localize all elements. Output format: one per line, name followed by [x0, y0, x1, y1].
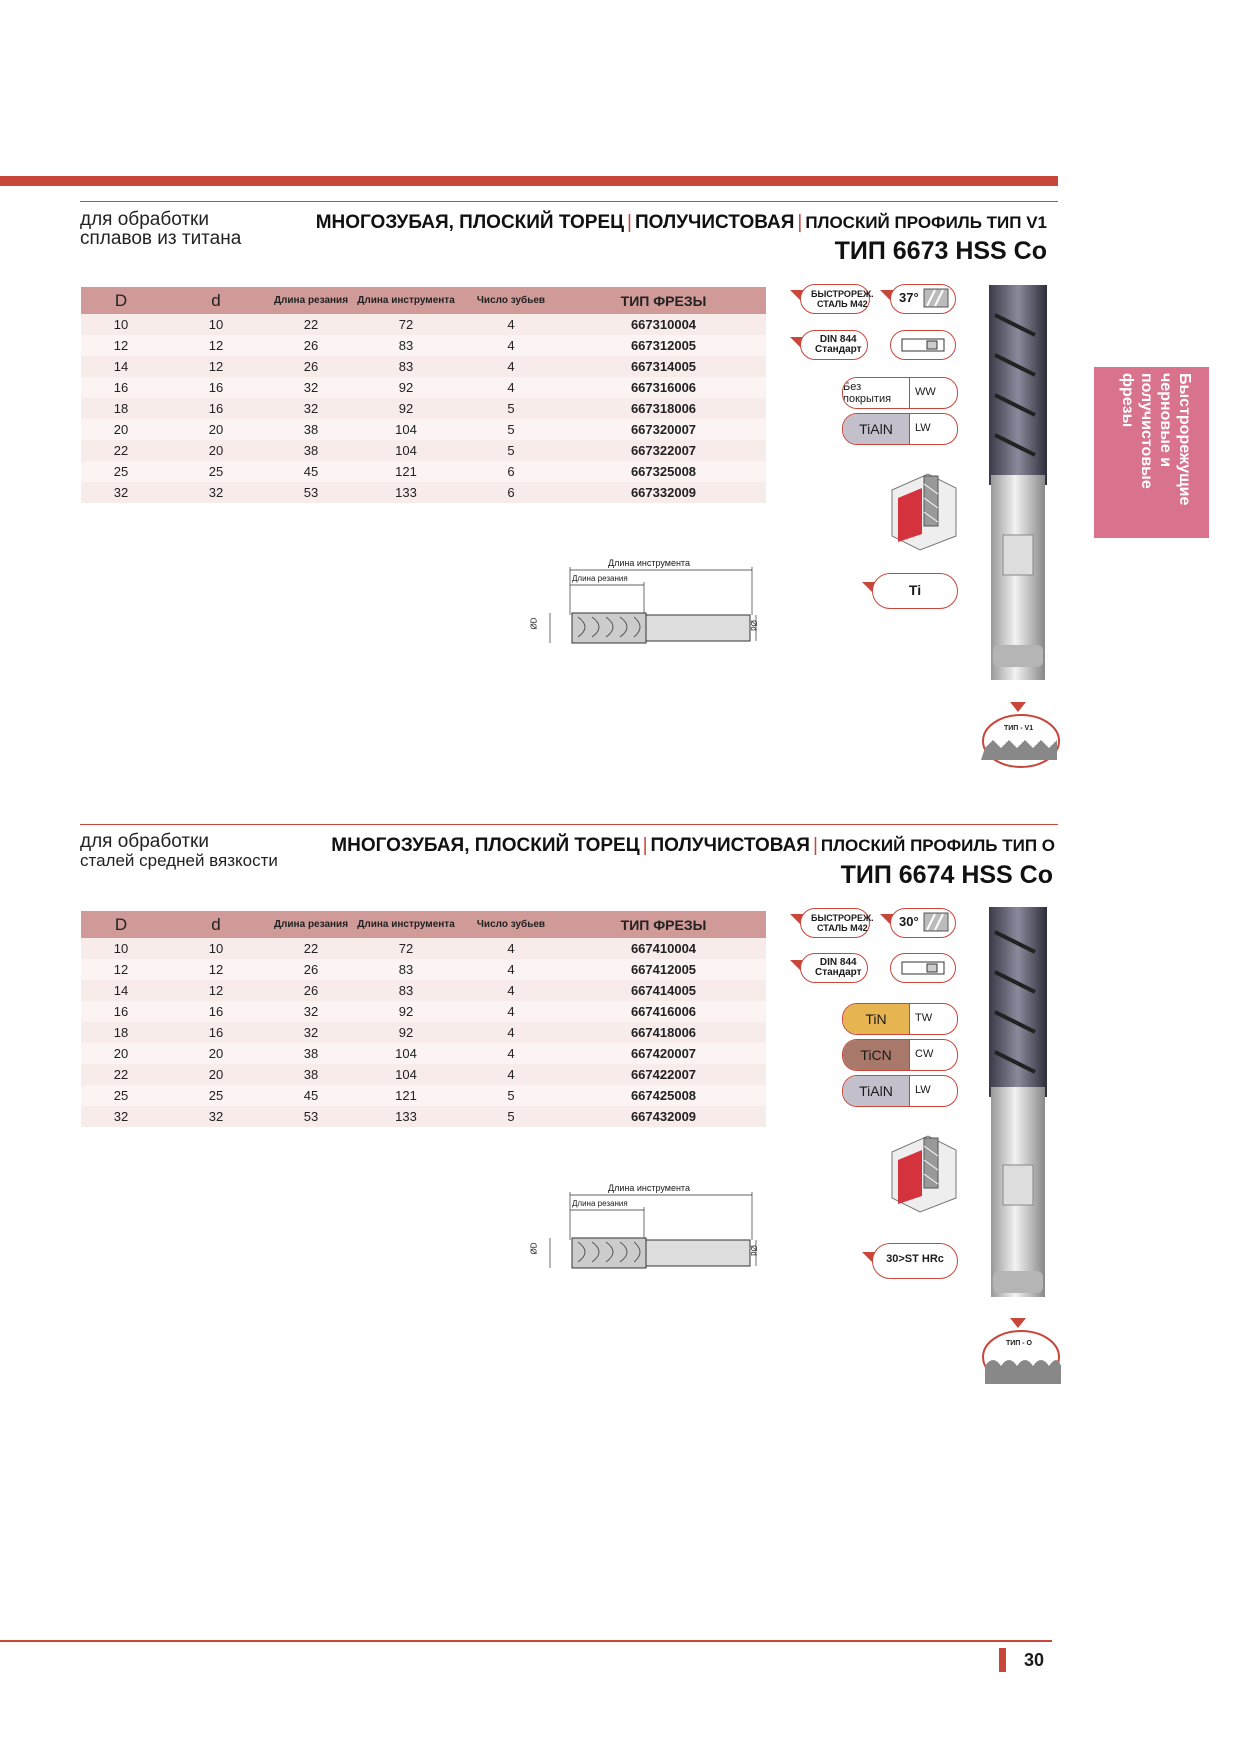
- table-cell: 104: [351, 440, 461, 461]
- table-cell: 72: [351, 314, 461, 335]
- col-header: Длина инструмента: [351, 911, 461, 938]
- helix-icon: [923, 288, 949, 308]
- table-cell: 72: [351, 938, 461, 959]
- table-cell: 16: [161, 1001, 271, 1022]
- table-cell: 26: [271, 335, 351, 356]
- helix-angle-badge: 37°: [890, 284, 956, 314]
- tool-code-cell: 667322007: [561, 440, 766, 461]
- table-cell: 12: [161, 980, 271, 1001]
- header-red-bar: [0, 176, 1058, 186]
- table-cell: 4: [461, 938, 561, 959]
- table-cell: 32: [81, 482, 161, 503]
- coating-pill: [842, 413, 958, 445]
- table-cell: 5: [461, 1106, 561, 1127]
- coating-pill: [842, 377, 958, 409]
- application-badge: 30>ST HRc: [872, 1243, 958, 1279]
- table-cell: 20: [161, 1043, 271, 1064]
- table-cell: 38: [271, 1043, 351, 1064]
- table-cell: 83: [351, 959, 461, 980]
- table-cell: 45: [271, 461, 351, 482]
- table-cell: 14: [81, 356, 161, 377]
- table-row: [81, 440, 766, 461]
- footer-line: [0, 1640, 1052, 1642]
- table-cell: 16: [81, 377, 161, 398]
- dim-label: ØD: [529, 1242, 539, 1255]
- coating-name: TiN: [843, 1004, 910, 1034]
- side-tab-line: фрезы: [1119, 373, 1136, 428]
- table-cell: 92: [351, 398, 461, 419]
- dim-label: Ød: [748, 1245, 758, 1256]
- section-title: МНОГОЗУБАЯ, ПЛОСКИЙ ТОРЕЦ | ПОЛУЧИСТОВАЯ | ПЛОСКИЙ ПРОФИЛЬ ТИП V1: [315, 212, 1047, 233]
- table-cell: 20: [161, 1064, 271, 1085]
- table-cell: 25: [161, 1085, 271, 1106]
- table-cell: 25: [81, 1085, 161, 1106]
- label-line: сталей средней вязкости: [80, 851, 278, 870]
- coating-code: CW: [915, 1048, 934, 1060]
- helix-angle-badge: 30°: [890, 908, 956, 938]
- machining-icon: [888, 1132, 960, 1214]
- application-badge: Ti: [872, 573, 958, 609]
- section-label: [80, 832, 278, 870]
- col-header: ТИП ФРЕЗЫ: [561, 287, 766, 314]
- tool-code-cell: 667314005: [561, 356, 766, 377]
- table-row: [81, 398, 766, 419]
- series-title: ТИП 6673 HSS Co: [834, 237, 1047, 265]
- coating-code: LW: [915, 422, 931, 434]
- section-divider: [80, 824, 1058, 825]
- table-cell: 4: [461, 980, 561, 1001]
- table-cell: 22: [81, 1064, 161, 1085]
- shank-icon: [901, 338, 945, 352]
- table-cell: 5: [461, 398, 561, 419]
- title-part: ПЛОСКИЙ ПРОФИЛЬ ТИП V1: [805, 213, 1047, 232]
- dim-label: Ød: [748, 620, 758, 631]
- page-number: 30: [1024, 1650, 1045, 1670]
- dim-label: Длина резания: [572, 1199, 628, 1208]
- table-row: [81, 938, 766, 959]
- table-cell: 20: [161, 440, 271, 461]
- table-cell: 32: [271, 377, 351, 398]
- table-cell: 4: [461, 1064, 561, 1085]
- title-part: ПОЛУЧИСТОВАЯ: [650, 835, 810, 856]
- table-cell: 4: [461, 1043, 561, 1064]
- table-cell: 6: [461, 461, 561, 482]
- table-cell: 133: [351, 482, 461, 503]
- table-cell: 32: [271, 1022, 351, 1043]
- coating-pill: [842, 1003, 958, 1035]
- section-title: МНОГОЗУБАЯ, ПЛОСКИЙ ТОРЕЦ | ПОЛУЧИСТОВАЯ | ПЛОСКИЙ ПРОФИЛЬ ТИП О: [331, 835, 1055, 856]
- table-cell: 45: [271, 1085, 351, 1106]
- profile-label: ТИП - О: [1006, 1340, 1033, 1347]
- table-row: [81, 980, 766, 1001]
- table-cell: 104: [351, 1064, 461, 1085]
- tool-code-cell: 667432009: [561, 1106, 766, 1127]
- table-cell: 18: [81, 1022, 161, 1043]
- table-row: [81, 1001, 766, 1022]
- table-cell: 38: [271, 1064, 351, 1085]
- table-cell: 26: [271, 980, 351, 1001]
- tool-code-cell: 667420007: [561, 1043, 766, 1064]
- profile-icon: [981, 1328, 1061, 1386]
- table-cell: 133: [351, 1106, 461, 1127]
- coating-name: TiCN: [843, 1040, 910, 1070]
- col-header: Длина резания: [271, 911, 351, 938]
- side-category-tab[interactable]: [1094, 367, 1209, 538]
- dim-label: Длина инструмента: [608, 1183, 690, 1193]
- table-cell: 6: [461, 482, 561, 503]
- table-cell: 5: [461, 440, 561, 461]
- table-cell: 32: [271, 398, 351, 419]
- table-cell: 53: [271, 482, 351, 503]
- col-header: D: [81, 287, 161, 314]
- arrow-mark-icon: [1010, 1318, 1026, 1328]
- table-row: [81, 335, 766, 356]
- tool-code-cell: 667332009: [561, 482, 766, 503]
- table-cell: 20: [81, 1043, 161, 1064]
- table-cell: 32: [161, 1106, 271, 1127]
- table-cell: 25: [161, 461, 271, 482]
- dimension-drawing: [520, 1180, 760, 1280]
- table-cell: 5: [461, 1085, 561, 1106]
- table-row: [81, 1043, 766, 1064]
- tool-code-cell: 667316006: [561, 377, 766, 398]
- table-row: [81, 1085, 766, 1106]
- table-row: [81, 1022, 766, 1043]
- dim-label: ØD: [529, 617, 539, 630]
- series-title: ТИП 6674 HSS Co: [840, 861, 1053, 889]
- label-line: для обработки: [80, 831, 209, 852]
- table-row: [81, 314, 766, 335]
- table-cell: 22: [271, 938, 351, 959]
- table-cell: 83: [351, 980, 461, 1001]
- table-cell: 4: [461, 1001, 561, 1022]
- end-mill-image: [981, 907, 1055, 1307]
- coating-name: Без покрытия: [843, 378, 910, 408]
- title-part: ПЛОСКИЙ ПРОФИЛЬ ТИП О: [820, 836, 1055, 855]
- table-cell: 121: [351, 1085, 461, 1106]
- tool-code-cell: 667422007: [561, 1064, 766, 1085]
- machining-icon: [888, 470, 960, 552]
- title-part: МНОГОЗУБАЯ, ПЛОСКИЙ ТОРЕЦ: [315, 212, 624, 233]
- section-label: [80, 210, 241, 248]
- table-row: [81, 377, 766, 398]
- col-header: Длина резания: [271, 287, 351, 314]
- side-tab-line: получистовые: [1138, 373, 1155, 489]
- table-row: [81, 461, 766, 482]
- standard-badge: DIN 844 Стандарт: [800, 330, 868, 360]
- spec-table: [81, 911, 766, 1127]
- tool-code-cell: 667318006: [561, 398, 766, 419]
- material-badge: БЫСТРОРЕЖ. СТАЛЬ М42: [800, 908, 870, 938]
- tool-code-cell: 667320007: [561, 419, 766, 440]
- tool-code-cell: 667412005: [561, 959, 766, 980]
- title-part: ПОЛУЧИСТОВАЯ: [634, 212, 795, 233]
- tool-code-cell: 667425008: [561, 1085, 766, 1106]
- table-row: [81, 1106, 766, 1127]
- table-cell: 53: [271, 1106, 351, 1127]
- table-cell: 10: [161, 938, 271, 959]
- dim-label: Длина резания: [572, 574, 628, 583]
- table-row: [81, 482, 766, 503]
- table-cell: 92: [351, 1022, 461, 1043]
- tool-code-cell: 667312005: [561, 335, 766, 356]
- shank-icon: [901, 961, 945, 975]
- table-cell: 16: [161, 398, 271, 419]
- profile-icon: [981, 712, 1061, 770]
- table-cell: 25: [81, 461, 161, 482]
- coating-name: TiAlN: [843, 1076, 910, 1106]
- table-cell: 32: [161, 482, 271, 503]
- coating-pill: [842, 1039, 958, 1071]
- table-cell: 92: [351, 1001, 461, 1022]
- table-cell: 104: [351, 1043, 461, 1064]
- material-badge: БЫСТРОРЕЖ. СТАЛЬ М42: [800, 284, 870, 314]
- table-cell: 4: [461, 377, 561, 398]
- table-cell: 18: [81, 398, 161, 419]
- col-header: D: [81, 911, 161, 938]
- standard-badge: DIN 844 Стандарт: [800, 953, 868, 983]
- table-cell: 26: [271, 959, 351, 980]
- col-header: Число зубьев: [461, 287, 561, 314]
- side-tab-line: Быстрорежущие: [1176, 373, 1193, 506]
- table-cell: 4: [461, 314, 561, 335]
- table-cell: 5: [461, 419, 561, 440]
- tool-code-cell: 667414005: [561, 980, 766, 1001]
- table-cell: 16: [161, 1022, 271, 1043]
- label-line: сплавов из титана: [80, 228, 242, 249]
- footer-page-marker: [999, 1648, 1006, 1672]
- table-cell: 38: [271, 440, 351, 461]
- tool-code-cell: 667310004: [561, 314, 766, 335]
- table-cell: 22: [271, 314, 351, 335]
- table-cell: 32: [271, 1001, 351, 1022]
- col-header: ТИП ФРЕЗЫ: [561, 911, 766, 938]
- table-row: [81, 1064, 766, 1085]
- table-cell: 38: [271, 419, 351, 440]
- tool-code-cell: 667410004: [561, 938, 766, 959]
- table-cell: 32: [81, 1106, 161, 1127]
- coating-code: WW: [915, 386, 936, 398]
- shank-badge: [890, 330, 956, 360]
- section-divider: [80, 201, 1058, 202]
- table-row: [81, 419, 766, 440]
- table-cell: 12: [161, 959, 271, 980]
- table-cell: 12: [81, 959, 161, 980]
- tool-code-cell: 667418006: [561, 1022, 766, 1043]
- table-cell: 104: [351, 419, 461, 440]
- table-cell: 10: [161, 314, 271, 335]
- table-cell: 20: [161, 419, 271, 440]
- side-tab-line: черновые и: [1157, 373, 1174, 468]
- tool-code-cell: 667325008: [561, 461, 766, 482]
- coating-name: TiAlN: [843, 414, 910, 444]
- table-cell: 12: [161, 356, 271, 377]
- table-cell: 10: [81, 938, 161, 959]
- table-cell: 22: [81, 440, 161, 461]
- table-cell: 16: [161, 377, 271, 398]
- coating-pill: [842, 1075, 958, 1107]
- shank-badge: [890, 953, 956, 983]
- table-cell: 4: [461, 335, 561, 356]
- dim-label: Длина инструмента: [608, 558, 690, 568]
- dimension-drawing: [520, 555, 760, 655]
- table-cell: 4: [461, 356, 561, 377]
- table-cell: 26: [271, 356, 351, 377]
- tool-code-cell: 667416006: [561, 1001, 766, 1022]
- table-cell: 10: [81, 314, 161, 335]
- col-header: d: [161, 911, 271, 938]
- coating-code: TW: [915, 1012, 933, 1024]
- title-part: МНОГОЗУБАЯ, ПЛОСКИЙ ТОРЕЦ: [331, 835, 640, 856]
- helix-icon: [923, 912, 949, 932]
- end-mill-image: [981, 285, 1055, 690]
- table-cell: 12: [161, 335, 271, 356]
- col-header: Длина инструмента: [351, 287, 461, 314]
- col-header: d: [161, 287, 271, 314]
- table-row: [81, 356, 766, 377]
- table-cell: 12: [81, 335, 161, 356]
- table-cell: 16: [81, 1001, 161, 1022]
- table-row: [81, 959, 766, 980]
- coating-code: LW: [915, 1084, 931, 1096]
- table-cell: 92: [351, 377, 461, 398]
- col-header: Число зубьев: [461, 911, 561, 938]
- table-cell: 14: [81, 980, 161, 1001]
- spec-table: [81, 287, 766, 503]
- table-cell: 83: [351, 356, 461, 377]
- label-line: для обработки: [80, 209, 209, 230]
- table-cell: 83: [351, 335, 461, 356]
- profile-label: ТИП - V1: [1004, 725, 1034, 732]
- table-cell: 121: [351, 461, 461, 482]
- table-cell: 4: [461, 1022, 561, 1043]
- table-cell: 20: [81, 419, 161, 440]
- table-cell: 4: [461, 959, 561, 980]
- arrow-mark-icon: [1010, 702, 1026, 712]
